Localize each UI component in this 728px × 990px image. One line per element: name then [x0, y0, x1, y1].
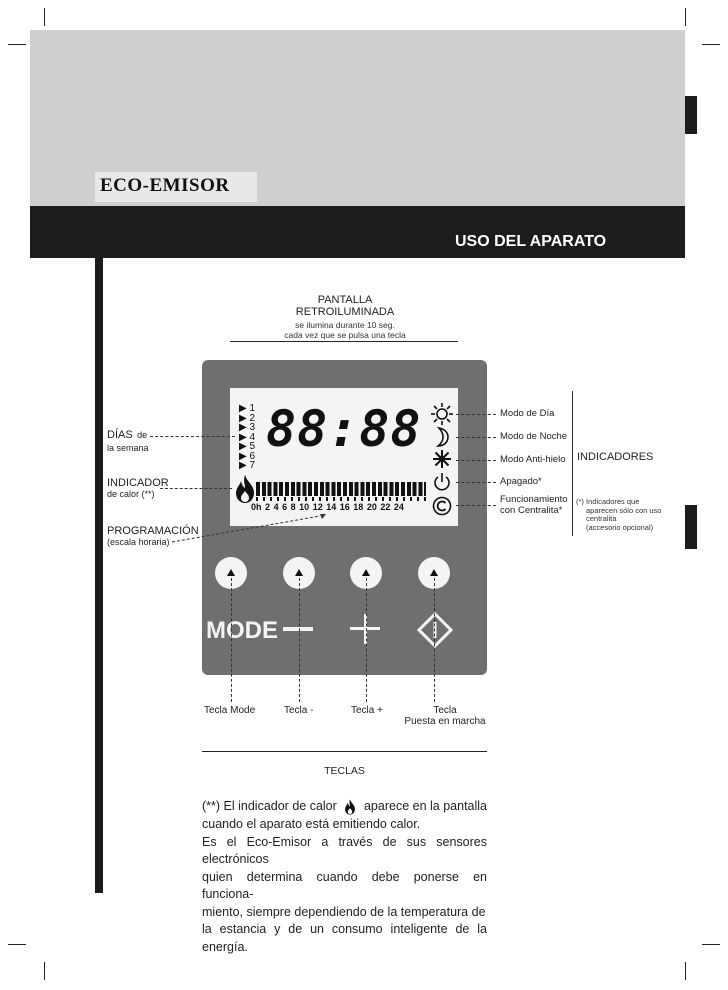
left-rule [95, 258, 103, 893]
brand-title: ECO-EMISOR [100, 175, 230, 196]
day-row: ▶ 4 [239, 431, 256, 443]
days-label-title: DÍAS [107, 429, 133, 441]
indicator-night-label: Modo de Noche [500, 431, 568, 442]
para-line: cuando el aparato está emitiendo calor. [202, 817, 421, 831]
arrow-up-icon [227, 569, 235, 576]
para-line: quien determina cuando debe ponerse en funciona- [202, 869, 487, 901]
keys-caption: TECLAS [324, 765, 365, 777]
heat-indicator-title: INDICADOR [107, 477, 169, 489]
crop-mark [8, 944, 26, 945]
para-line: miento, siempre dependiendo de la temperatura de [202, 904, 486, 919]
arrow-up-icon [430, 569, 438, 576]
leader-line [150, 436, 235, 437]
program-dots [256, 497, 426, 501]
section-title: USO DEL APARATO [455, 233, 607, 250]
flame-icon [344, 798, 356, 816]
leader-line [160, 488, 232, 489]
leader-line [456, 460, 496, 461]
day-row: ▶ 7 [239, 460, 256, 471]
leader-line [456, 437, 496, 438]
heat-indicator-sub: de calor (**) [107, 489, 155, 499]
program-bars [256, 482, 426, 496]
leader-line [456, 505, 496, 506]
minus-icon [283, 627, 313, 631]
day-row: ▶ 3 [239, 422, 256, 433]
key-label-plus: Tecla + [351, 705, 383, 716]
screen-caption [260, 294, 430, 340]
leader-line [170, 512, 330, 544]
indicators-label: INDICADORES [577, 451, 654, 463]
screen-note-line1: se ilumina durante 10 seg. [295, 320, 395, 330]
screen-caption-line2: RETROILUMINADA [295, 306, 395, 318]
time-display: 88:88 [266, 400, 422, 458]
indicator-antifreeze-label: Modo Anti-hielo [500, 454, 566, 465]
screen-note-line2: cada vez que se pulsa una tecla [284, 330, 406, 340]
programming-sub: (escala horaria) [107, 537, 170, 547]
indicators-bracket [572, 391, 573, 536]
crop-mark [44, 8, 45, 26]
indicators-note: (*) Indicadores que aparecen sólo con uso centralita (accesorio opcional) [576, 497, 662, 532]
arrow-up-icon [362, 569, 370, 576]
para-line: (**) El indicador de calor aparece en la pantalla [202, 798, 487, 816]
leader-line [456, 482, 496, 483]
indicator-centralita-label: Funcionamiento con Centralita* [500, 494, 568, 516]
days-label [107, 425, 149, 453]
days-list [239, 404, 255, 471]
start-diamond-icon [417, 612, 453, 648]
crop-mark [44, 962, 45, 980]
arrow-up-icon [295, 569, 303, 576]
crop-mark [8, 44, 26, 45]
caption-rule [230, 341, 458, 342]
leader-line [366, 578, 367, 702]
hour-scale: 0h 2 4 6 8 10 12 14 16 18 20 22 24 [251, 502, 404, 512]
moon-icon [434, 427, 450, 447]
indicator-off-label: Apagado* [500, 476, 542, 487]
leader-line [231, 578, 232, 702]
snowflake-icon [433, 450, 451, 468]
key-label-start: Tecla Puesta en marcha [404, 705, 486, 727]
indicator-day-label: Modo de Día [500, 408, 555, 419]
crop-mark [685, 8, 686, 26]
power-icon [432, 472, 452, 492]
programming-title: PROGRAMACIÓN [107, 525, 199, 537]
key-label-mode: Tecla Mode [204, 705, 256, 716]
edge-tab [685, 505, 697, 549]
day-row: ▶ 2 [239, 412, 256, 424]
screen-caption-line1: PANTALLA [317, 294, 373, 306]
sun-icon [431, 403, 453, 425]
description-paragraph [202, 798, 487, 956]
day-row: ▶ 5 [239, 441, 256, 452]
leader-line [299, 578, 300, 702]
flame-icon [234, 474, 256, 504]
days-label-sub: la semana [107, 443, 149, 453]
para-line: la estancia y de un consumo inteligente de la energía. [202, 922, 487, 954]
leader-line [434, 578, 435, 702]
crop-mark [702, 44, 720, 45]
leader-line [456, 414, 496, 415]
days-label-de: de [137, 430, 148, 440]
mode-symbol: MODE [206, 617, 278, 644]
keys-rule [202, 751, 487, 752]
para-line: Es el Eco-Emisor a través de sus sensores electrónicos [202, 834, 487, 866]
day-row: ▶ 6 [239, 450, 256, 462]
day-row: ▶ 1 [239, 403, 256, 414]
crop-mark [702, 944, 720, 945]
crop-mark [685, 962, 686, 980]
edge-tab [685, 96, 697, 134]
key-label-minus: Tecla - [284, 705, 314, 716]
centralita-icon [432, 496, 452, 516]
